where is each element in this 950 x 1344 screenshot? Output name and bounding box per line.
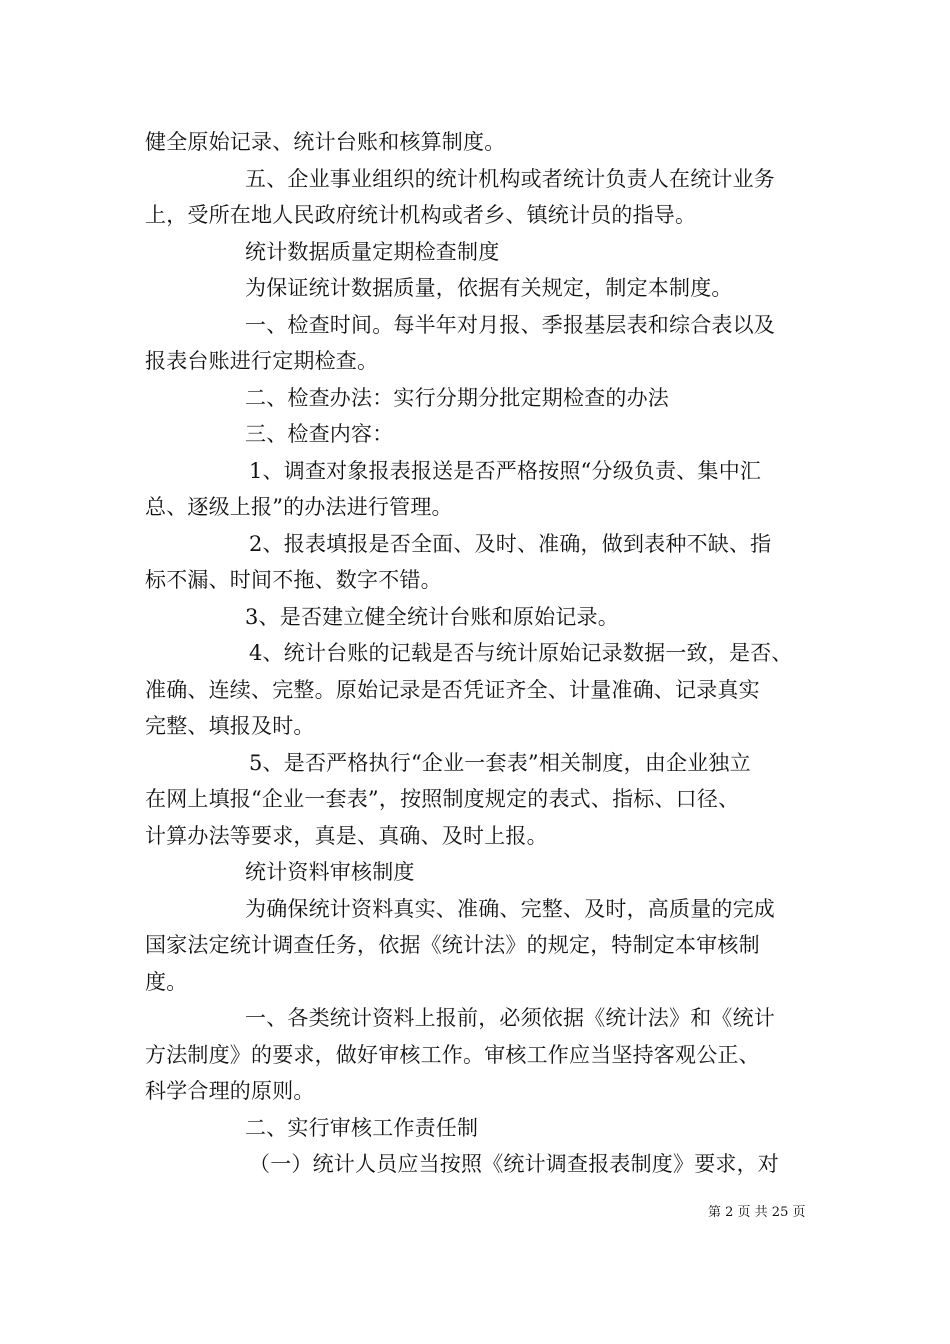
text-line: 3、是否建立健全统计台账和原始记录。 — [245, 604, 619, 629]
page-number-footer: 第 2 页 共 25 页 — [708, 1205, 806, 1220]
text-line: 一、检查时间。每半年对月报、季报基层表和综合表以及 — [245, 312, 775, 337]
text-line: 五、企业事业组织的统计机构或者统计负责人在统计业务 — [245, 166, 775, 191]
text-line: 完整、填报及时。 — [145, 714, 315, 738]
text-line: 计算办法等要求，真是、真确、及时上报。 — [145, 823, 548, 848]
text-line: 5、是否严格执行“企业一套表”相关制度，由企业独立 — [249, 750, 751, 775]
text-line: 二、检查办法：实行分期分批定期检查的办法 — [245, 385, 669, 410]
text-line: 健全原始记录、统计台账和核算制度。 — [145, 130, 506, 154]
text-line: 科学合理的原则。 — [145, 1079, 315, 1103]
document-body — [145, 124, 825, 1183]
text-line: 一、各类统计资料上报前，必须依据《统计法》和《统计 — [245, 1006, 775, 1030]
text-line: 上，受所在地人民政府统计机构或者乡、镇统计员的指导。 — [145, 203, 697, 227]
text-line: 为保证统计数据质量，依据有关规定，制定本制度。 — [245, 276, 733, 300]
text-line: 为确保统计资料真实、准确、完整、及时，高质量的完成 — [245, 896, 775, 921]
section-heading: 统计数据质量定期检查制度 — [245, 239, 500, 264]
text-line: 二、实行审核工作责任制 — [245, 1115, 479, 1140]
section-heading: 统计资料审核制度 — [245, 860, 415, 884]
text-line: 4、统计台账的记载是否与统计原始记录数据一致，是否、 — [249, 641, 793, 665]
text-line: 国家法定统计调查任务，依据《统计法》的规定，特制定本审核制 — [145, 933, 760, 957]
text-line: 在网上填报“企业一套表”，按照制度规定的表式、指标、口径、 — [145, 787, 740, 811]
text-line: （一）统计人员应当按照《统计调查报表制度》要求，对 — [249, 1152, 779, 1176]
text-line: 2、报表填报是否全面、及时、准确，做到表种不缺、指 — [249, 531, 772, 556]
text-line: 三、检查内容： — [245, 422, 394, 446]
text-line: 标不漏、时间不拖、数字不错。 — [145, 568, 442, 592]
text-line: 1、调查对象报表报送是否严格按照“分级负责、集中汇 — [249, 458, 762, 483]
text-line: 报表台账进行定期检查。 — [145, 349, 379, 373]
text-line: 方法制度》的要求，做好审核工作。审核工作应当坚持客观公正、 — [145, 1042, 760, 1067]
text-line: 总、逐级上报”的办法进行管理。 — [145, 495, 453, 519]
text-line: 准确、连续、完整。原始记录是否凭证齐全、计量准确、记录真实 — [145, 677, 760, 702]
text-line: 度。 — [145, 969, 188, 994]
